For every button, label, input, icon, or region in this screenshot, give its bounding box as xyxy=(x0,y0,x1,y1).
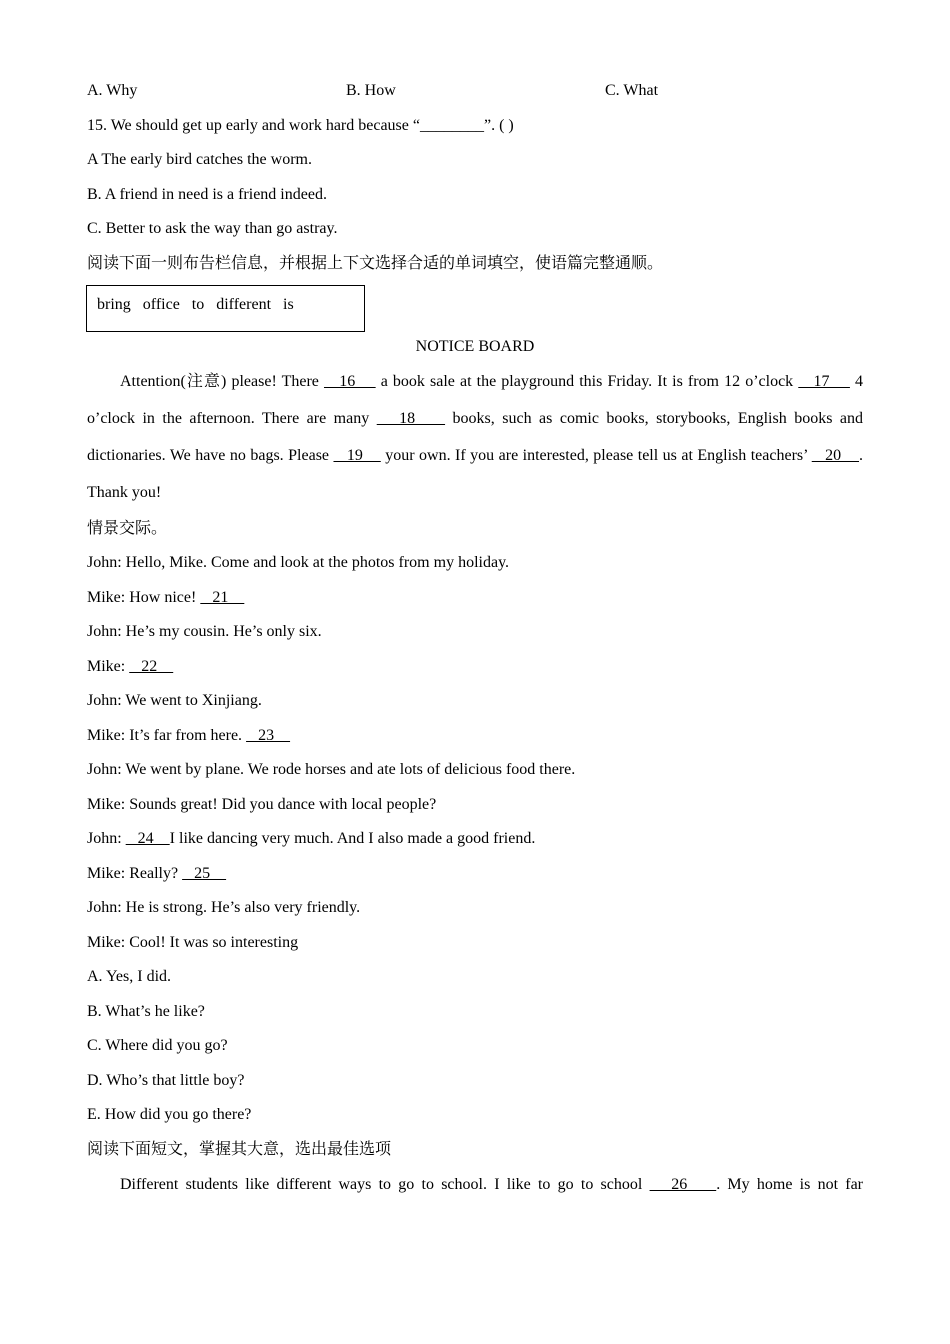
blank-25: 25 xyxy=(182,865,227,882)
blank-17: 17 xyxy=(798,373,850,390)
dialogue-option-b: B. What’s he like? xyxy=(87,1003,205,1020)
notice-text-2: a book sale at the playground this Friday. It is from 12 o’clock xyxy=(375,373,799,390)
notice-text-6: . Thank you! xyxy=(87,447,864,501)
blank-18: 18 xyxy=(376,410,446,427)
q15-option-a: A The early bird catches the worm. xyxy=(87,151,312,168)
dialogue-line: John: We went to Xinjiang. xyxy=(87,692,262,709)
dialogue-option-a: A. Yes, I did. xyxy=(87,968,172,985)
blank-24: 24 xyxy=(125,830,170,847)
dialogue-line: Mike: How nice! 21 xyxy=(87,589,245,606)
notice-text-3: 4 o’clock in the afternoon. There are many xyxy=(87,373,864,427)
dialogue-line: John: Hello, Mike. Come and look at the photos from my holiday. xyxy=(87,554,510,571)
q14-option-c: C. What xyxy=(605,82,659,99)
word-bank-box xyxy=(86,285,365,332)
dialogue-line: John: He is strong. He’s also very friendly. xyxy=(87,899,361,916)
dialogue-line: Mike: Really? 25 xyxy=(87,865,227,882)
notice-text-1: Attention(注意) please! There xyxy=(120,373,324,390)
dialogue-line: Mike: Cool! It was so interesting xyxy=(87,934,299,951)
dialogue-instruction: 情景交际。 xyxy=(87,520,168,537)
blank-23: 23 xyxy=(246,727,291,744)
dialogue-option-c: C. Where did you go? xyxy=(87,1037,228,1054)
dialogue-line: John: 24 I like dancing very much. And I also made a good friend. xyxy=(87,830,536,847)
blank-21: 21 xyxy=(200,589,245,606)
blank-19: 19 xyxy=(333,447,381,464)
dialogue-line: John: He’s my cousin. He’s only six. xyxy=(87,623,322,640)
reading-passage xyxy=(87,1166,863,1203)
notice-instruction: 阅读下面一则布告栏信息，并根据上下文选择合适的单词填空，使语篇完整通顺。 xyxy=(87,255,664,272)
notice-text-4: books, such as comic books, storybooks, English books and dictionaries. We have no bags. Please xyxy=(87,410,864,464)
notice-passage xyxy=(87,363,863,511)
q15-option-b: B. A friend in need is a friend indeed. xyxy=(87,186,327,203)
dialogue-option-e: E. How did you go there? xyxy=(87,1106,252,1123)
q15-question: 15. We should get up early and work hard because “________”. ( ) xyxy=(87,117,514,134)
notice-text-5: your own. If you are interested, please tell us at English teachers’ xyxy=(380,447,812,464)
q14-option-b: B. How xyxy=(346,82,396,99)
dialogue-option-d: D. Who’s that little boy? xyxy=(87,1072,245,1089)
notice-title: NOTICE BOARD xyxy=(415,338,535,355)
blank-26: 26 xyxy=(649,1176,717,1193)
reading-text-1: Different students like different ways to go to school. I like to go to school xyxy=(120,1176,650,1193)
blank-22: 22 xyxy=(129,658,174,675)
reading-text-2: . My home is not far xyxy=(716,1176,864,1193)
reading-instruction: 阅读下面短文，掌握其大意，选出最佳选项 xyxy=(87,1141,392,1158)
dialogue-line: Mike: 22 xyxy=(87,658,174,675)
blank-20: 20 xyxy=(811,447,860,464)
blank-16: 16 xyxy=(323,373,376,390)
q14-option-a: A. Why xyxy=(87,82,138,99)
word-bank: bring office to different is xyxy=(97,296,294,313)
dialogue-line: Mike: It’s far from here. 23 xyxy=(87,727,291,744)
dialogue-line: John: We went by plane. We rode horses and ate lots of delicious food there. xyxy=(87,761,576,778)
q15-option-c: C. Better to ask the way than go astray. xyxy=(87,220,338,237)
dialogue-line: Mike: Sounds great! Did you dance with local people? xyxy=(87,796,437,813)
